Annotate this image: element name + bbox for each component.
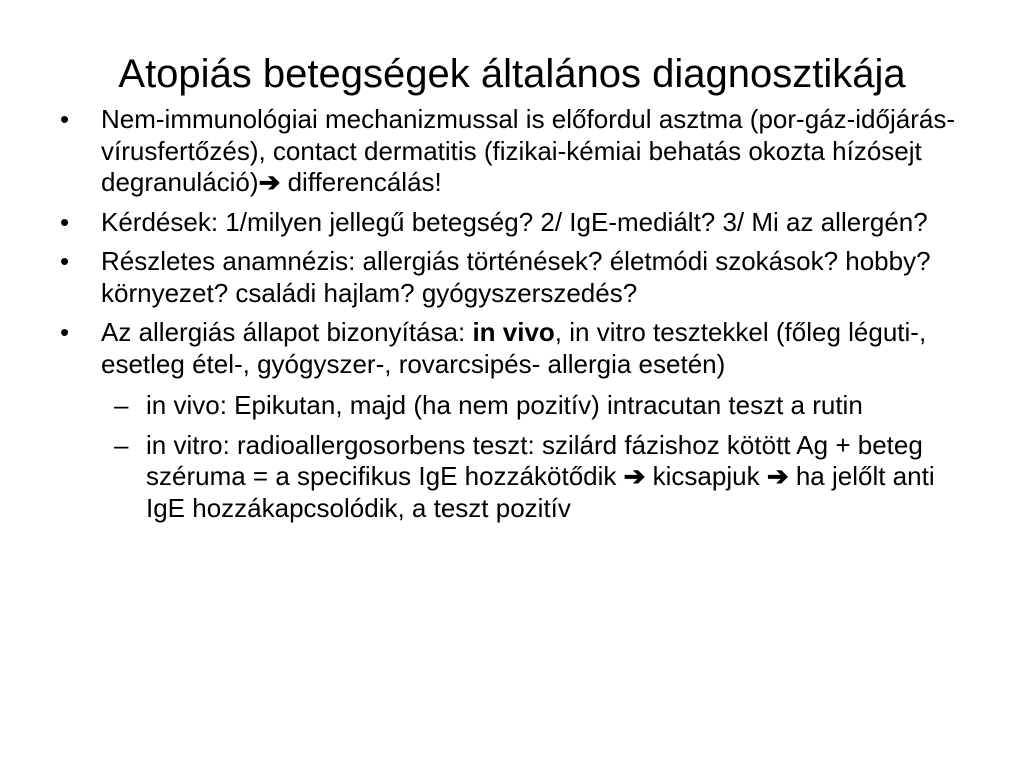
bullet-2-text: Kérdések: 1/milyen jellegű betegség? 2/ IgE-mediált? 3/ Mi az allergén? [101,206,928,237]
sub-bullet-list [101,390,980,524]
sub-bullet-marker: – [114,429,129,460]
bullet-marker: • [60,104,70,134]
slide-title: Atopiás betegségek általános diagnosztikája [118,52,906,96]
sub-bullet-2-text: in vitro: radioallergosorbens teszt: szilárd fázishoz kötött Ag + beteg széruma = a specifikus IgE hozzákötődik [146,429,923,491]
sub-bullet-item-2 [101,430,980,525]
sub-bullet-marker: – [114,390,129,420]
arrow-right-icon: ➔ [258,167,281,197]
arrow-right-icon: ➔ [766,461,789,491]
bullet-marker: • [60,206,70,237]
bullet-marker: • [60,246,70,276]
bullet-4-bold-text: in vivo [472,317,555,347]
bullet-3-text: Részletes anamnézis: allergiás történések? életmódi szokások? hobby? környezet? családi hajlam? gyógyszerszedés? [101,246,931,308]
sub-bullet-item-1 [101,390,980,422]
bullet-1-text: Nem-immunológiai mechanizmussal is előfordul asztma (por-gáz-időjárás-vírusfertőzés), contact dermatitis (fizikai-kémiai behatás okozta hízósejt degranuláció) [101,104,955,197]
bullet-list [60,104,980,532]
bullet-item-2 [60,207,980,239]
arrow-right-icon: ➔ [623,461,646,491]
bullet-4-text-end: , in vitro tesztekkel (főleg léguti-, esetleg étel-, gyógyszer-, rovarcsipés- allergia esetén) [101,317,927,379]
sub-bullet-2-text-mid: kicsapjuk [645,461,767,491]
bullet-item-4 [60,317,980,524]
bullet-4-text: Az allergiás állapot bizonyítása: [101,317,473,347]
bullet-1-text-end: differencálás! [280,167,442,197]
bullet-item-3 [60,246,980,309]
sub-bullet-1-text: in vivo: Epikutan, majd (ha nem pozitív) intracutan teszt a rutin [146,390,863,420]
sub-bullet-2-text-end: ha jelőlt anti IgE hozzákapcsolódik, a teszt pozitív [146,461,935,523]
bullet-marker: • [60,317,70,347]
bullet-item-1 [60,104,980,199]
